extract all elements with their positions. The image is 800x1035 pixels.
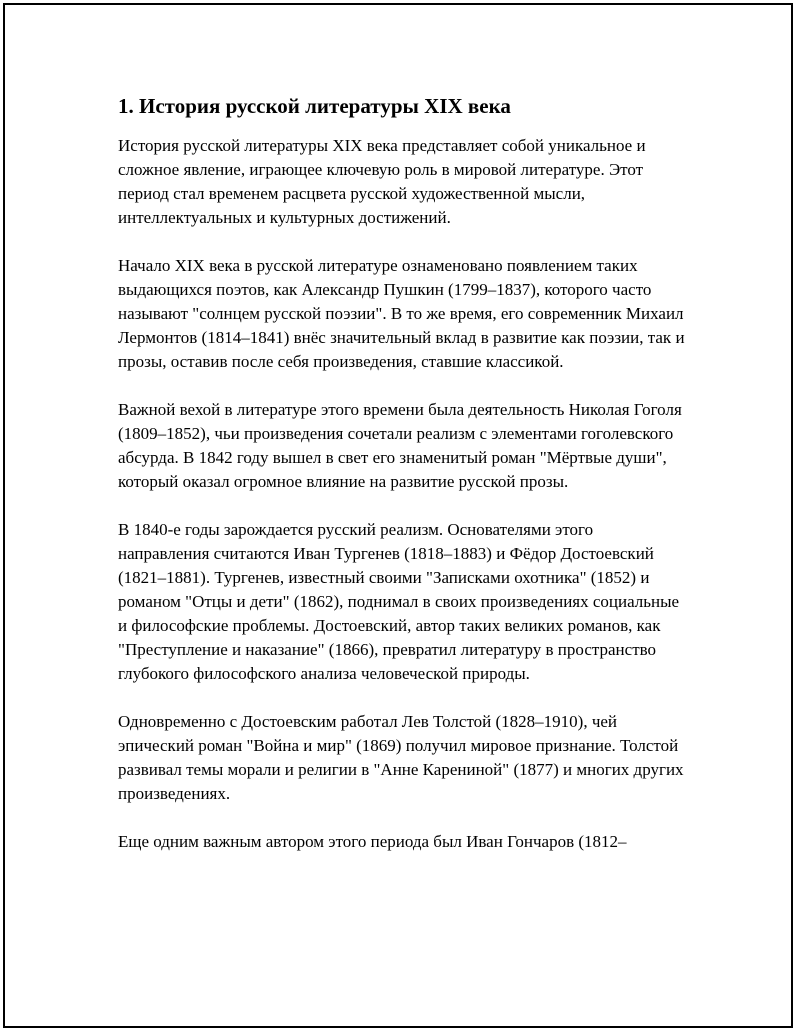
- paragraph-realism: В 1840-е годы зарождается русский реализм. Основателями этого направления считаются Иван Тургенев (1818–1883) и Фёдор Достоевский (1821–1881). Тургенев, известный своими "Записками охотника" (1852) и романом "Отцы и дети" (1862), поднимал в своих произведениях социальные и философские проблемы. Достоевский, автор таких великих романов, как "Преступление и наказание" (1866), превратил литературу в пространство глубокого философского анализа человеческой природы.: [118, 520, 680, 683]
- paragraph-gogol: Важной вехой в литературе этого времени была деятельность Николая Гоголя (1809–1852), чьи произведения сочетали реализм с элементами гоголевского абсурда. В 1842 году вышел в свет его знаменитый роман "Мёртвые души", который оказал огромное влияние на развитие русской прозы.: [118, 400, 682, 491]
- paragraph-goncharov: Еще одним важным автором этого периода был Иван Гончаров (1812–: [118, 832, 627, 851]
- paragraph-intro: История русской литературы XIX века представляет собой уникальное и сложное явление, играющее ключевую роль в мировой литературе. Этот период стал временем расцвета русской художественной мысли, интеллектуальных и культурных достижений.: [118, 136, 646, 227]
- section-heading: 1. История русской литературы XIX века: [118, 94, 511, 118]
- document-body: [118, 92, 688, 878]
- paragraph-pushkin-lermontov: Начало XIX века в русской литературе ознаменовано появлением таких выдающихся поэтов, как Александр Пушкин (1799–1837), которого часто называют "солнцем русской поэзии". В то же время, его современник Михаил Лермонтов (1814–1841) внёс значительный вклад в развитие как поэзии, так и прозы, оставив после себя произведения, ставшие классикой.: [118, 256, 685, 371]
- paragraph-tolstoy: Одновременно с Достоевским работал Лев Толстой (1828–1910), чей эпический роман "Война и мир" (1869) получил мировое признание. Толстой развивал темы морали и религии в "Анне Карениной" (1877) и многих других произведениях.: [118, 712, 684, 803]
